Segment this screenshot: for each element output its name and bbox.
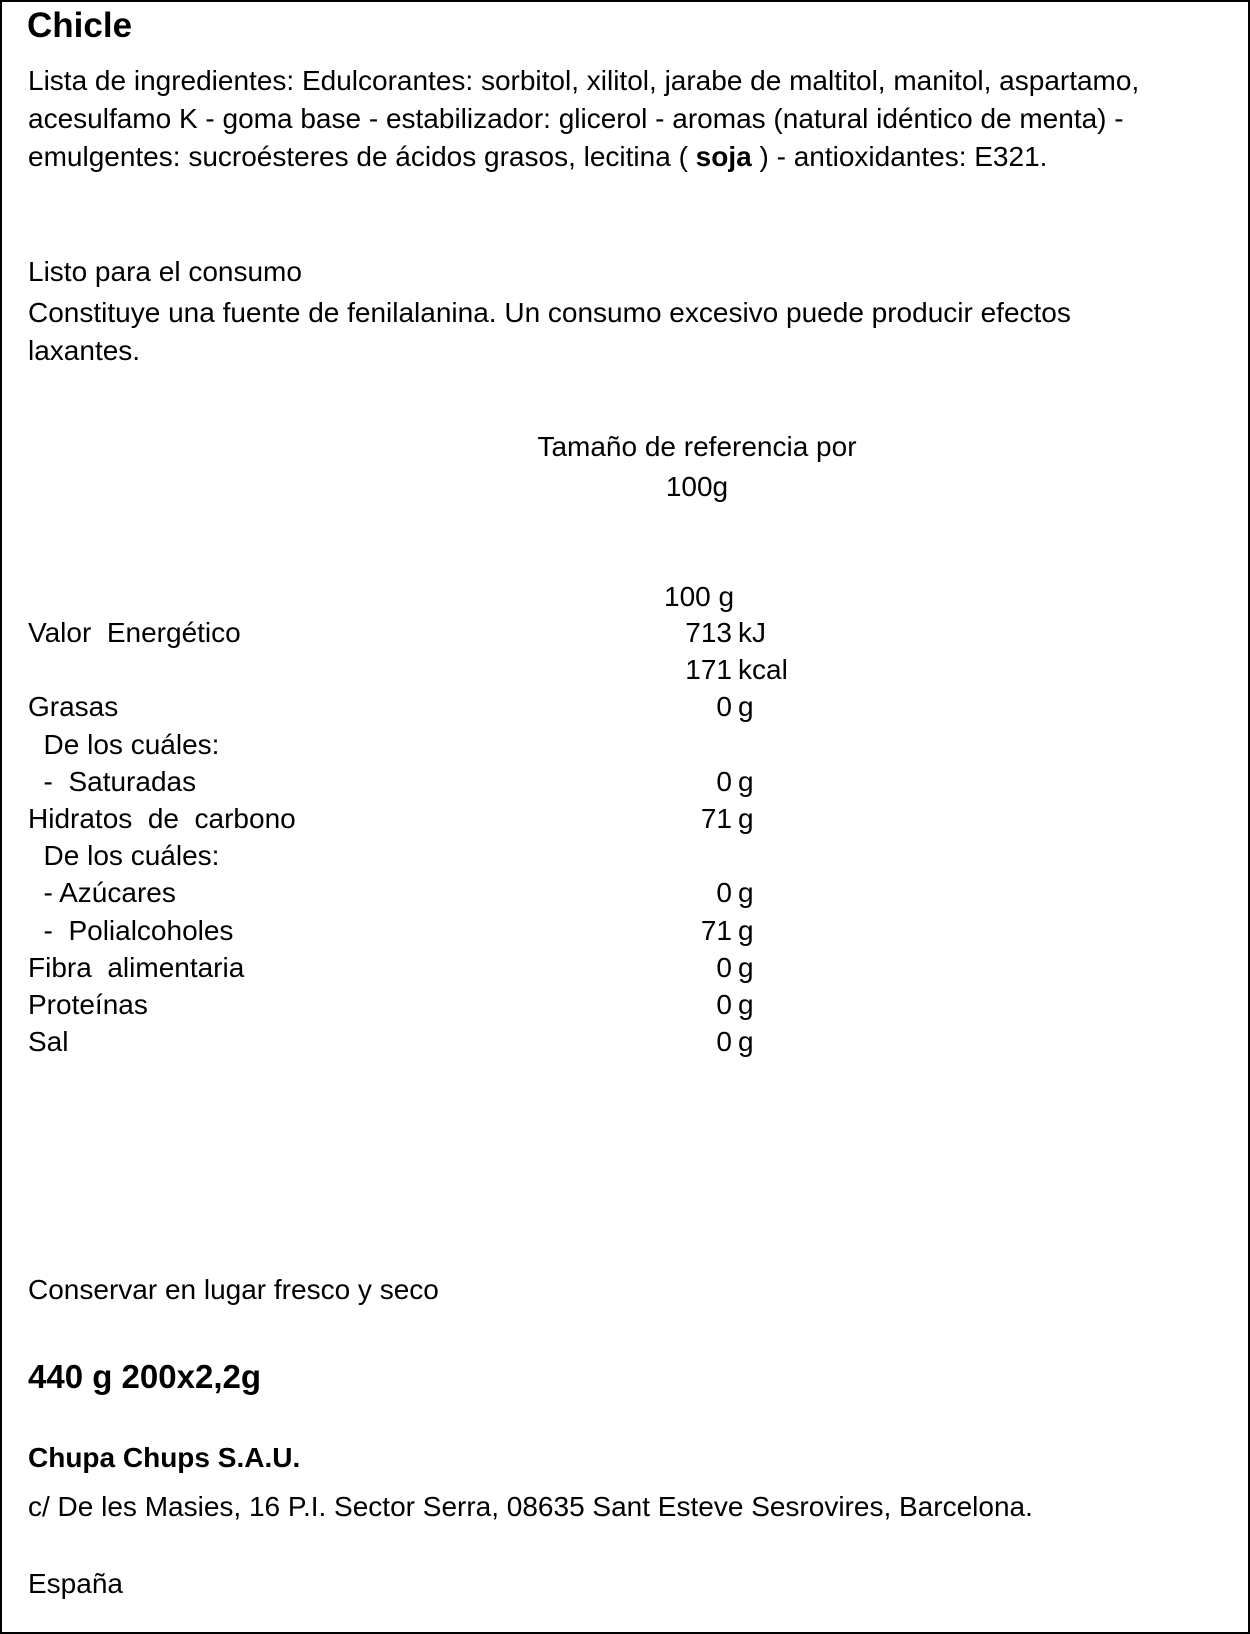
company-name: Chupa Chups S.A.U. bbox=[28, 1442, 301, 1473]
country-of-origin: España bbox=[28, 1568, 123, 1599]
nutrient-unit: g bbox=[738, 691, 754, 722]
nutrient-label: Grasas bbox=[28, 691, 119, 722]
product-title: Chicle bbox=[27, 6, 133, 45]
nutrient-value: 0 bbox=[716, 952, 732, 983]
nutrient-label: Sal bbox=[28, 1026, 69, 1057]
ingredients-text-end: ) - antioxidantes: E321. bbox=[751, 141, 1048, 172]
nutrient-label: Fibra alimentaria bbox=[28, 952, 245, 983]
nutrient-label: - Saturadas bbox=[28, 766, 197, 797]
nutrient-value: 171 bbox=[685, 654, 732, 685]
reference-size-value: 100g bbox=[665, 471, 729, 502]
nutrient-label: Valor Energético bbox=[28, 617, 241, 648]
nutrient-value: 0 bbox=[716, 877, 732, 908]
nutrient-label: Proteínas bbox=[28, 989, 148, 1020]
nutrient-label: De los cuáles: bbox=[28, 840, 220, 871]
nutrient-unit: g bbox=[738, 1026, 754, 1057]
nutrient-unit: kcal bbox=[738, 654, 788, 685]
nutrient-unit: g bbox=[738, 915, 754, 946]
nutrient-unit: g bbox=[738, 989, 754, 1020]
nutrition-column-header: 100 g bbox=[664, 581, 735, 612]
company-address: c/ De les Masies, 16 P.I. Sector Serra, 08635 Sant Esteve Sesrovires, Barcelona. bbox=[28, 1491, 1033, 1522]
nutrient-value: 0 bbox=[716, 691, 732, 722]
nutrient-value: 0 bbox=[716, 766, 732, 797]
storage-instructions: Conservar en lugar fresco y seco bbox=[28, 1274, 439, 1305]
reference-size-label: Tamaño de referencia por bbox=[537, 431, 857, 462]
nutrient-value: 0 bbox=[716, 1026, 732, 1057]
nutrient-value: 71 bbox=[700, 803, 732, 834]
nutrient-unit: g bbox=[738, 952, 754, 983]
net-weight: 440 g 200x2,2g bbox=[28, 1358, 261, 1395]
phenylalanine-warning: Constituye una fuente de fenilalanina. Un consumo excesivo puede producir efectos laxantes. bbox=[28, 297, 1071, 366]
ingredients-list bbox=[28, 62, 1228, 176]
nutrient-unit: g bbox=[738, 877, 754, 908]
nutrient-unit: g bbox=[738, 803, 754, 834]
nutrient-unit: kJ bbox=[738, 617, 766, 648]
nutrient-value: 0 bbox=[716, 989, 732, 1020]
nutrient-value: 713 bbox=[685, 617, 732, 648]
nutrient-value: 71 bbox=[700, 915, 732, 946]
allergen-highlight: soja bbox=[695, 141, 752, 172]
nutrient-label: - Azúcares bbox=[28, 877, 176, 908]
nutrient-unit: g bbox=[738, 766, 754, 797]
ingredients-text: Lista de ingredientes: Edulcorantes: sorbitol, xilitol, jarabe de maltitol, manitol, aspartamo, acesulfamo K - goma base - estabilizador: glicerol - aromas (natural idéntico de menta) - emulgentes: sucroésteres de ácidos grasos, lecitina ( bbox=[28, 65, 1140, 172]
nutrient-label: De los cuáles: bbox=[28, 729, 220, 760]
nutrient-label: Hidratos de carbono bbox=[28, 803, 296, 834]
ready-to-eat-note: Listo para el consumo bbox=[28, 256, 302, 287]
nutrient-label: - Polialcoholes bbox=[28, 915, 234, 946]
